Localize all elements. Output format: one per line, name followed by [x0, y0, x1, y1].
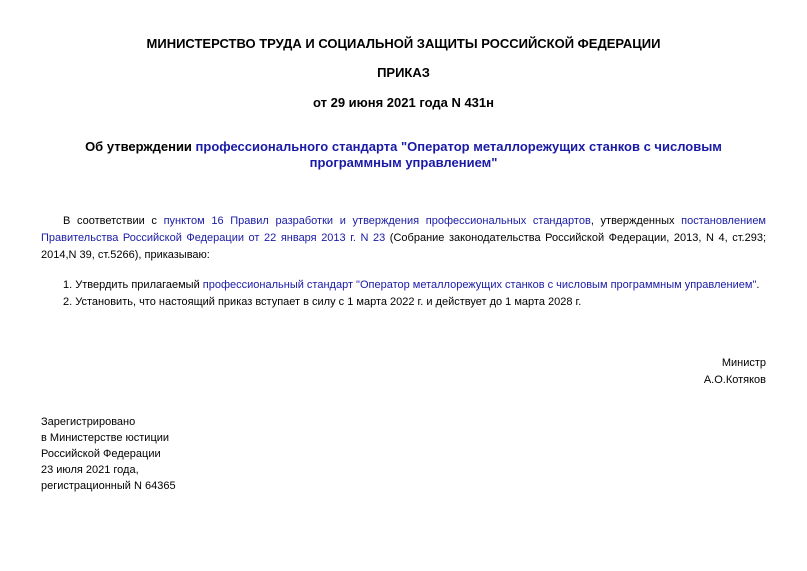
- rules-link[interactable]: пунктом 16 Правил разработки и утверждения профессиональных стандартов: [163, 215, 591, 227]
- preamble-text-a: В соответствии с: [63, 215, 164, 227]
- signatory-name: А.О.Котяков: [703, 374, 766, 386]
- registration-line-3: Российской Федерации: [41, 448, 161, 460]
- title-standard-link[interactable]: профессионального стандарта "Оператор металлорежущих станков с числовым программным управлением": [195, 139, 722, 170]
- doc-type-heading: ПРИКАЗ: [377, 65, 430, 80]
- registration-line-2: в Министерстве юстиции: [41, 432, 170, 444]
- date-number-heading: от 29 июня 2021 года N 431н: [313, 95, 494, 110]
- registration-line-1: Зарегистрировано: [41, 416, 136, 428]
- signatory-position: Министр: [721, 357, 766, 369]
- signature-block: [704, 355, 766, 389]
- registration-line-5: регистрационный N 64365: [41, 480, 176, 492]
- item1-text-a: 1. Утвердить прилагаемый: [63, 279, 203, 291]
- document-title: [60, 139, 747, 171]
- order-item-2: 2. Установить, что настоящий приказ вступает в силу с 1 марта 2022 г. и действует до 1 марта 2028 г.: [63, 296, 582, 308]
- standard-link[interactable]: профессиональный стандарт "Оператор металлорежущих станков с числовым программным управлением": [202, 279, 757, 291]
- item1-text-b: .: [756, 279, 760, 291]
- registration-block: [41, 414, 176, 494]
- resolution-link[interactable]: постановлением Правительства Российской Федерации от 22 января 2013 г. N 23: [41, 215, 766, 244]
- preamble-text-b: , утвержденных: [590, 215, 682, 227]
- title-prefix: Об утверждении: [85, 139, 196, 154]
- registration-line-4: 23 июля 2021 года,: [41, 464, 139, 476]
- ministry-heading: МИНИСТЕРСТВО ТРУДА И СОЦИАЛЬНОЙ ЗАЩИТЫ РОССИЙСКОЙ ФЕДЕРАЦИИ: [146, 36, 661, 51]
- preamble-text-c: (Собрание законодательства Российской Федерации, 2013, N 4, ст.293; 2014,N 39, ст.5266), приказываю:: [41, 232, 766, 261]
- order-item-1: [41, 277, 766, 294]
- preamble-paragraph: [41, 213, 766, 264]
